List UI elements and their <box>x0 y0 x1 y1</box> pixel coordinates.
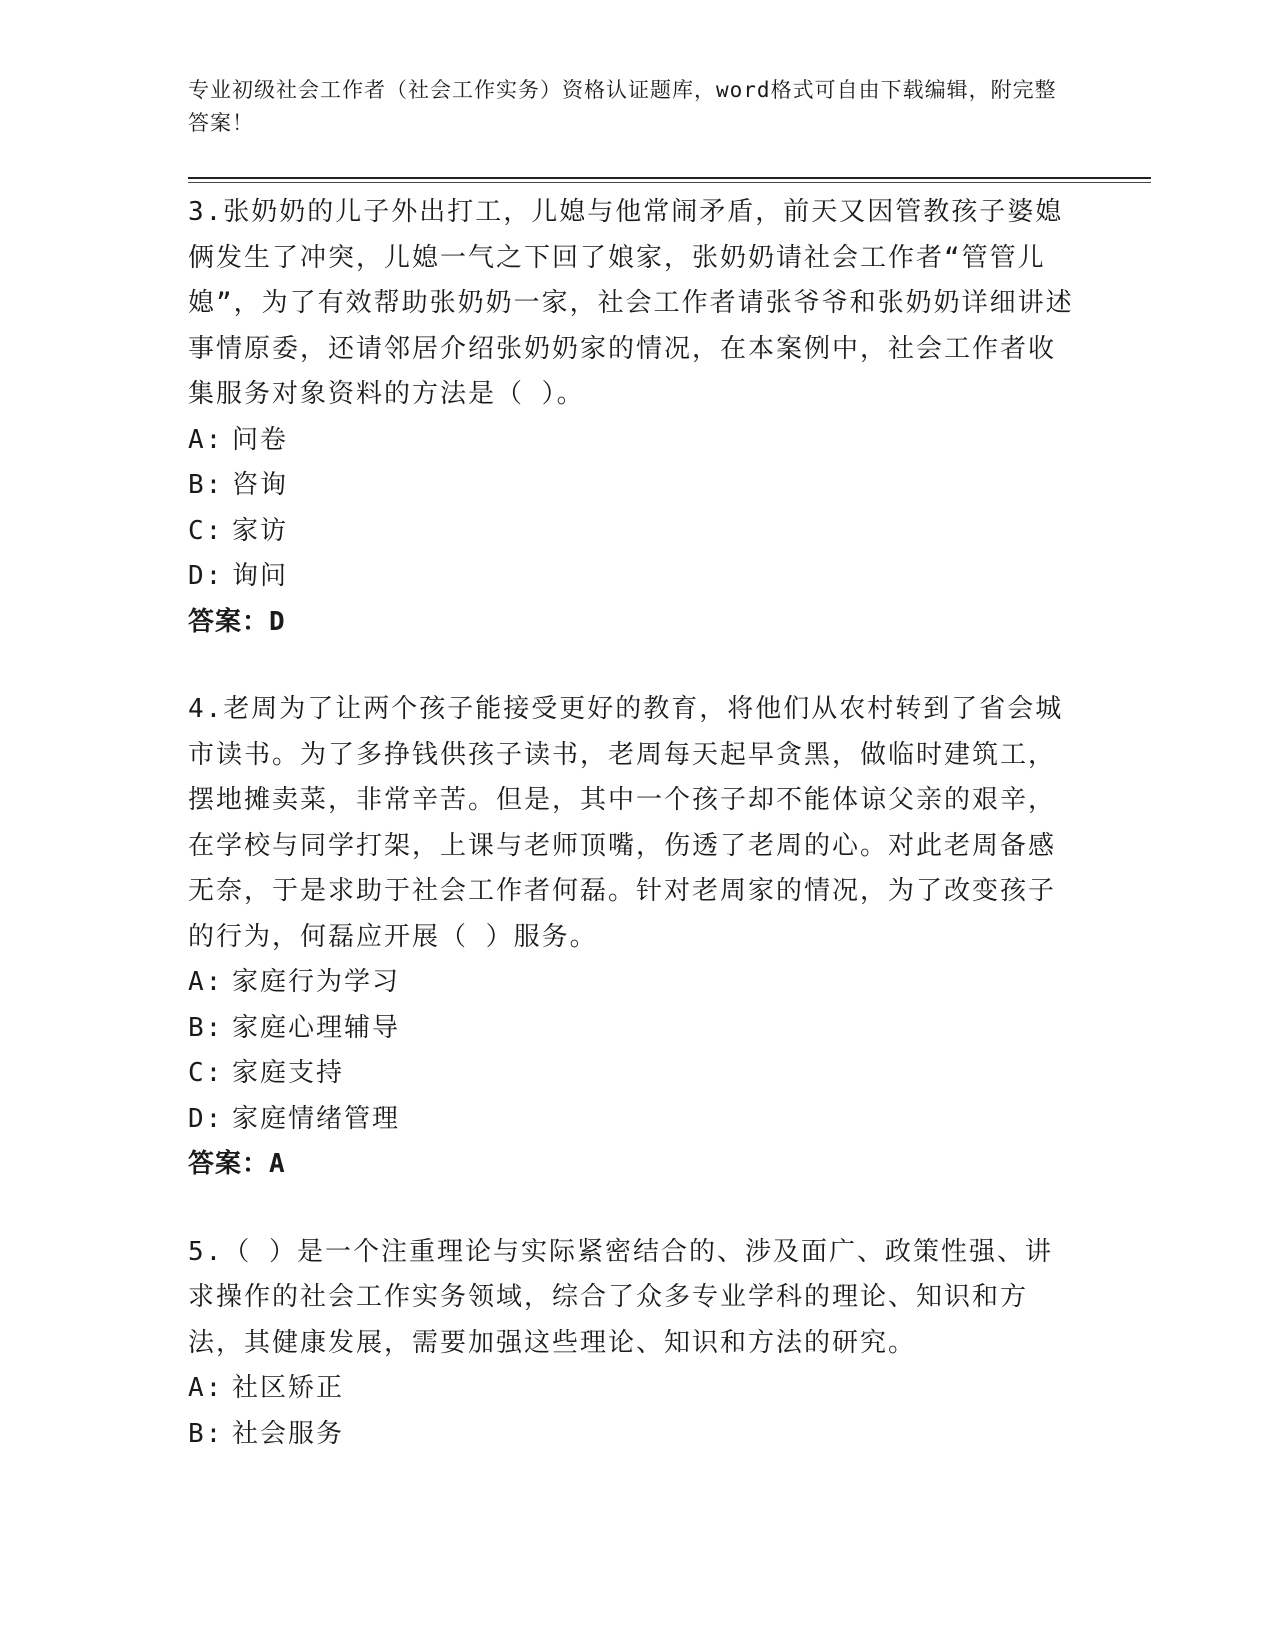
document-header: 专业初级社会工作者（社会工作实务）资格认证题库，word格式可自由下载编辑，附完整答案！ <box>188 78 1057 135</box>
option-key: D: <box>188 1103 224 1134</box>
option-text: 家访 <box>232 515 289 546</box>
option-text: 家庭支持 <box>232 1058 345 1088</box>
header-divider-thin <box>188 182 1151 183</box>
option-key: B: <box>188 1012 224 1043</box>
option-key: B: <box>188 470 224 500</box>
option-key: A: <box>188 424 224 455</box>
answer-line: 答案：D <box>188 606 286 637</box>
option-c <box>188 1051 1078 1097</box>
option-text: 咨询 <box>232 470 289 500</box>
question-stem: 4.老周为了让两个孩子能接受更好的教育，将他们从农村转到了省会城市读书。为了多挣钱供孩子读书，老周每天起早贪黑，做临时建筑工，摆地摊卖菜，非常辛苦。但是，其中一个孩子却不能体谅父亲的艰辛，在学校与同学打架，上课与老师顶嘴，伤透了老周的心。对此老周备感无奈，于是求助于社会工作者何磊。针对老周家的情况，为了改变孩子的行为，何磊应开展（ ）服务。 <box>188 694 1064 952</box>
option-key: C: <box>188 1058 224 1088</box>
answer-line: 答案：A <box>188 1149 286 1179</box>
option-c <box>188 509 1078 555</box>
option-text: 家庭行为学习 <box>232 967 401 997</box>
option-key: C: <box>188 515 224 546</box>
question-4 <box>188 687 1078 1188</box>
option-text: 问卷 <box>232 424 289 455</box>
question-stem: 3.张奶奶的儿子外出打工，儿媳与他常闹矛盾，前天又因管教孩子婆媳俩发生了冲突，儿媳一气之下回了娘家，张奶奶请社会工作者“管管儿媳”，为了有效帮助张奶奶一家，社会工作者请张爷爷和张奶奶详细讲述事情原委，还请邻居介绍张奶奶家的情况，在本案例中，社会工作者收集服务对象资料的方法是（ ）。 <box>188 197 1074 409</box>
question-5 <box>188 1230 1078 1458</box>
option-key: A: <box>188 1373 224 1403</box>
option-b <box>188 1412 1078 1458</box>
option-d <box>188 1097 1078 1143</box>
option-d <box>188 554 1078 600</box>
option-key: D: <box>188 561 224 591</box>
option-text: 社会服务 <box>232 1418 345 1449</box>
option-a <box>188 960 1078 1006</box>
option-a <box>188 1366 1078 1412</box>
option-a <box>188 418 1078 464</box>
option-text: 社区矫正 <box>232 1373 345 1403</box>
header-divider-thick <box>188 177 1151 179</box>
question-3 <box>188 190 1078 645</box>
option-text: 询问 <box>232 561 289 591</box>
option-key: B: <box>188 1418 224 1449</box>
option-b <box>188 1006 1078 1052</box>
option-text: 家庭心理辅导 <box>232 1012 401 1043</box>
question-list <box>188 190 1078 1499</box>
option-key: A: <box>188 967 224 997</box>
question-stem: 5.（ ）是一个注重理论与实际紧密结合的、涉及面广、政策性强、讲求操作的社会工作实务领域，综合了众多专业学科的理论、知识和方法，其健康发展，需要加强这些理论、知识和方法的研究。 <box>188 1236 1053 1358</box>
option-b <box>188 463 1078 509</box>
option-text: 家庭情绪管理 <box>232 1103 401 1134</box>
